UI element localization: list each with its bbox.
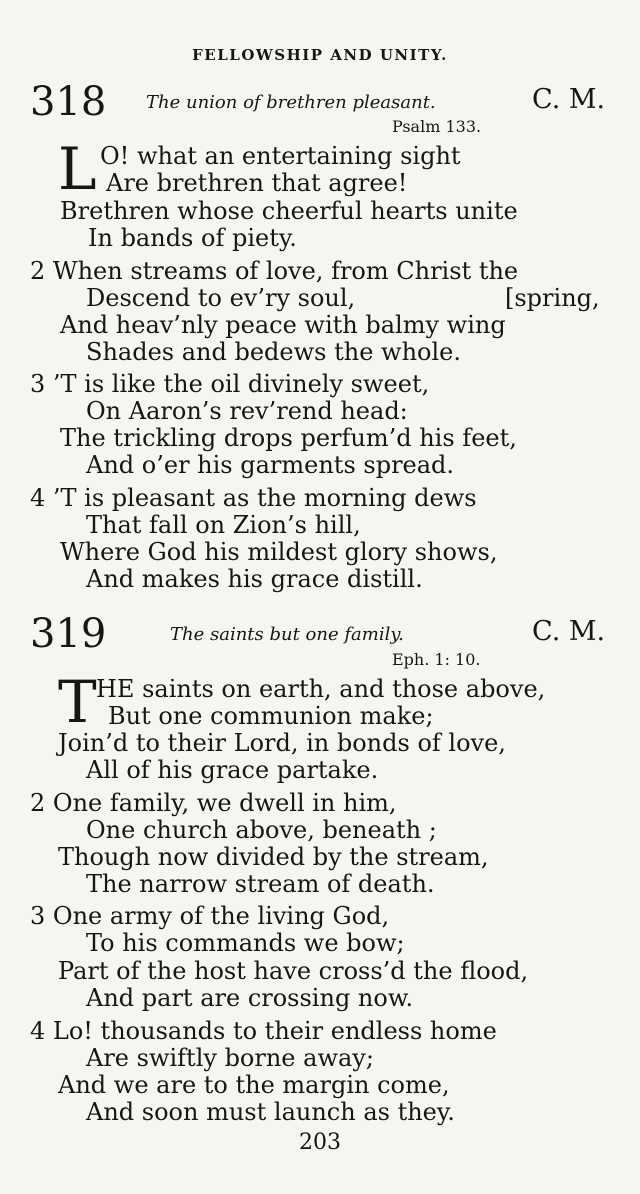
verse-line: Brethren whose cheerful hearts unite <box>60 197 518 225</box>
verse-line: And makes his grace distill. <box>86 565 423 593</box>
hymn-meter: C. M. <box>532 616 606 647</box>
verse-line: 2 When streams of love, from Christ the <box>30 257 519 285</box>
verse-line: Are swiftly borne away; <box>86 1044 374 1072</box>
verse-line: And o’er his garments spread. <box>86 451 455 479</box>
verse-line: And we are to the margin come, <box>58 1071 450 1099</box>
verse-line: All of his grace partake. <box>86 756 379 784</box>
verse-line: 3 One army of the living God, <box>30 902 390 930</box>
verse-line: Shades and bedews the whole. <box>86 338 461 366</box>
verse-line: The narrow stream of death. <box>86 870 435 898</box>
verse-line: In bands of piety. <box>88 224 297 252</box>
verse-line-turnover: [spring, <box>505 284 600 312</box>
verse-line: On Aaron’s rev’rend head: <box>86 397 408 425</box>
hymn-number: 318 <box>30 79 107 125</box>
verse-line: 3 ’T is like the oil divinely sweet, <box>30 370 430 398</box>
verse-line: O! what an entertaining sight <box>100 142 461 170</box>
verse-line: And part are crossing now. <box>86 984 414 1012</box>
verse-line: To his commands we bow; <box>86 929 405 957</box>
verse-line: Part of the host have cross’d the flood, <box>58 957 529 985</box>
verse-line: Where God his mildest glory shows, <box>60 538 498 566</box>
verse-line: Descend to ev’ry soul, <box>86 284 356 312</box>
drop-cap: T <box>58 668 97 736</box>
page-number: 203 <box>299 1130 341 1155</box>
verse-line: One church above, beneath ; <box>86 816 437 844</box>
verse-line: 2 One family, we dwell in him, <box>30 789 397 817</box>
scripture-reference: Psalm 133. <box>392 117 482 136</box>
verse-line: That fall on Zion’s hill, <box>86 511 361 539</box>
hymn-title: The saints but one family. <box>170 624 404 645</box>
hymn-number: 319 <box>30 611 107 657</box>
verse-line: Are brethren that agree! <box>106 169 408 197</box>
hymn-title: The union of brethren pleasant. <box>146 92 436 113</box>
hymn-meter: C. M. <box>532 84 606 115</box>
verse-line: Join’d to their Lord, in bonds of love, <box>58 729 506 757</box>
verse-line: But one communion make; <box>108 702 434 730</box>
verse-line: The trickling drops perfum’d his feet, <box>60 424 517 452</box>
verse-line: And soon must launch as they. <box>86 1098 455 1126</box>
verse-line: 4 ’T is pleasant as the morning dews <box>30 484 477 512</box>
drop-cap: L <box>58 135 97 203</box>
verse-line: HE saints on earth, and those above, <box>96 675 546 703</box>
verse-line: 4 Lo! thousands to their endless home <box>30 1017 497 1045</box>
section-header: FELLOWSHIP AND UNITY. <box>192 46 448 64</box>
scripture-reference: Eph. 1: 10. <box>392 650 481 669</box>
verse-line: And heav’nly peace with balmy wing <box>60 311 506 339</box>
verse-line: Though now divided by the stream, <box>58 843 489 871</box>
